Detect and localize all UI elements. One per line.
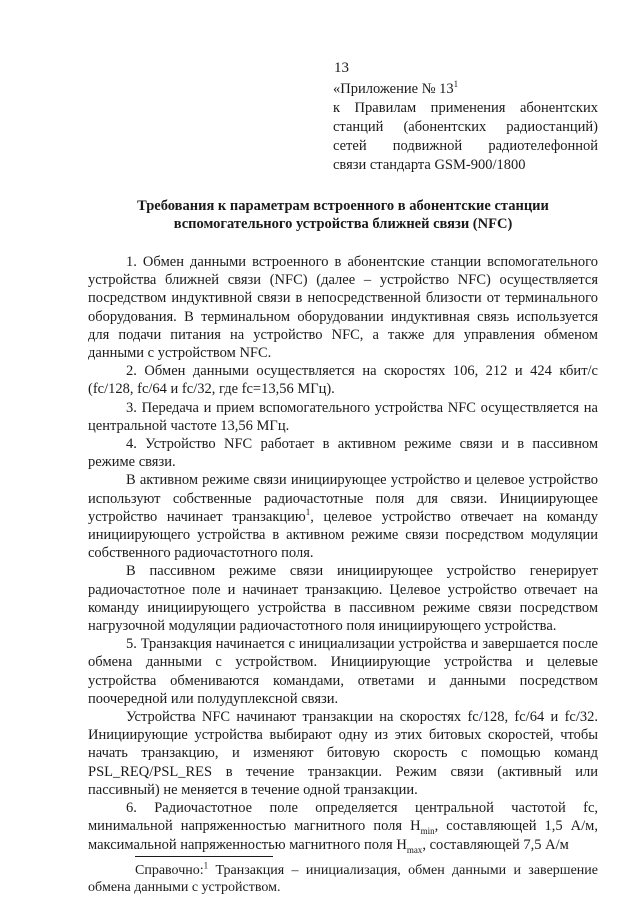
title-line-1: Требования к параметрам встроенного в абонентские станции (137, 198, 549, 214)
appendix-title: «Приложение № $13^1$ (333, 79, 459, 97)
paragraph-2: 2. Обмен данными осуществляется на скоростях 106, 212 и 424 кбит/с (fc/128, fc/64 и fc/32, где fc=13,56 МГц). (88, 363, 598, 398)
document-title (88, 197, 598, 233)
footnote-separator (135, 856, 273, 857)
appendix-line-4: сетей подвижной радиотелефонной (333, 138, 598, 154)
paragraph-passive-mode: В пассивном режиме связи инициирующее устройство генерирует радиочастотное поле и начинает транзакцию. Целевое устройство отвечает на команду инициирующего устройства в пассивном режиме связи посредством нагрузочной модуляции радиочастотного поля инициирующего устройства. (88, 563, 598, 635)
appendix-line-5: связи стандарта GSM-900/1800 (333, 157, 526, 173)
footnote-marker: 1 (453, 79, 459, 90)
appendix-line-3: станций (абонентских радиостанций) (333, 119, 598, 135)
paragraph-bitrates: Устройства NFC начинают транзакции на скоростях fc/128, fc/64 и fc/32. Инициирующие устройства выбирают одну из этих битовых скоростей, чтобы начать транзакцию, и изменяют битовую скорость с помощью команд PSL_REQ/PSL_RES в течение транзакции. Режим связи (активный или пассивный) не меняется в течение одной транзакции. (88, 709, 598, 798)
document-body (88, 253, 598, 854)
paragraph-3: 3. Передача и прием вспомогательного устройства NFC осуществляется на центральной частоте 13,56 МГц. (88, 399, 598, 434)
page-number: 13 (334, 60, 349, 76)
footnote-marker: 1 (305, 507, 311, 518)
paragraph-1: 1. Обмен данными встроенного в абонентские станции вспомогательного устройства ближней связи (NFC) (далее – устройство NFC) осуществляется посредством индуктивной связи в непосредственной близости от терминального оборудования. В терминальном оборудовании индуктивная связь используется для подачи питания на устройство NFC, а также для управления обменом данными с устройством NFC. (88, 254, 598, 362)
paragraph-active-mode: В активном режиме связи инициирующее устройство и целевое устройство используют собственные радиочастотные поля для связи. Инициирующее устройство начинает транзакцию$^1$, целевое устройство отвечает на команду инициирующего устройства в активном режиме связи посредством модуляции собственного радиочастотного поля. (88, 472, 598, 562)
paragraph-4: 4. Устройство NFC работает в активном режиме связи и в пассивном режиме связи. (88, 436, 598, 471)
subscript-max: max (406, 844, 423, 855)
footnote-marker: 1 (203, 860, 209, 871)
paragraph-5: 5. Транзакция начинается с инициализации устройства и завершается после обмена данными с устройством. Инициирующие устройства и целевые устройства обмениваются командами, ответами и данными посредством поочередной или полудуплексной связи. (88, 636, 598, 707)
footnote: Справочно:$^1$ Транзакция – инициализация, обмен данными и завершение обмена данными с устройством. (88, 860, 598, 895)
title-line-2: вспомогательного устройства ближней связи (NFC) (173, 216, 513, 232)
paragraph-6: 6. Радиочастотное поле определяется центральной частотой fc, минимальной напряженностью магнитного поля $H_{min}$, составляющей 1,5 А/м, максимальной напряженностью магнитного поля $H_{max}$, составляющей 7,5 А/м (88, 800, 598, 855)
appendix-line-2: к Правилам применения абонентских (333, 100, 598, 116)
appendix-header (333, 80, 598, 175)
subscript-min: min (420, 826, 435, 837)
